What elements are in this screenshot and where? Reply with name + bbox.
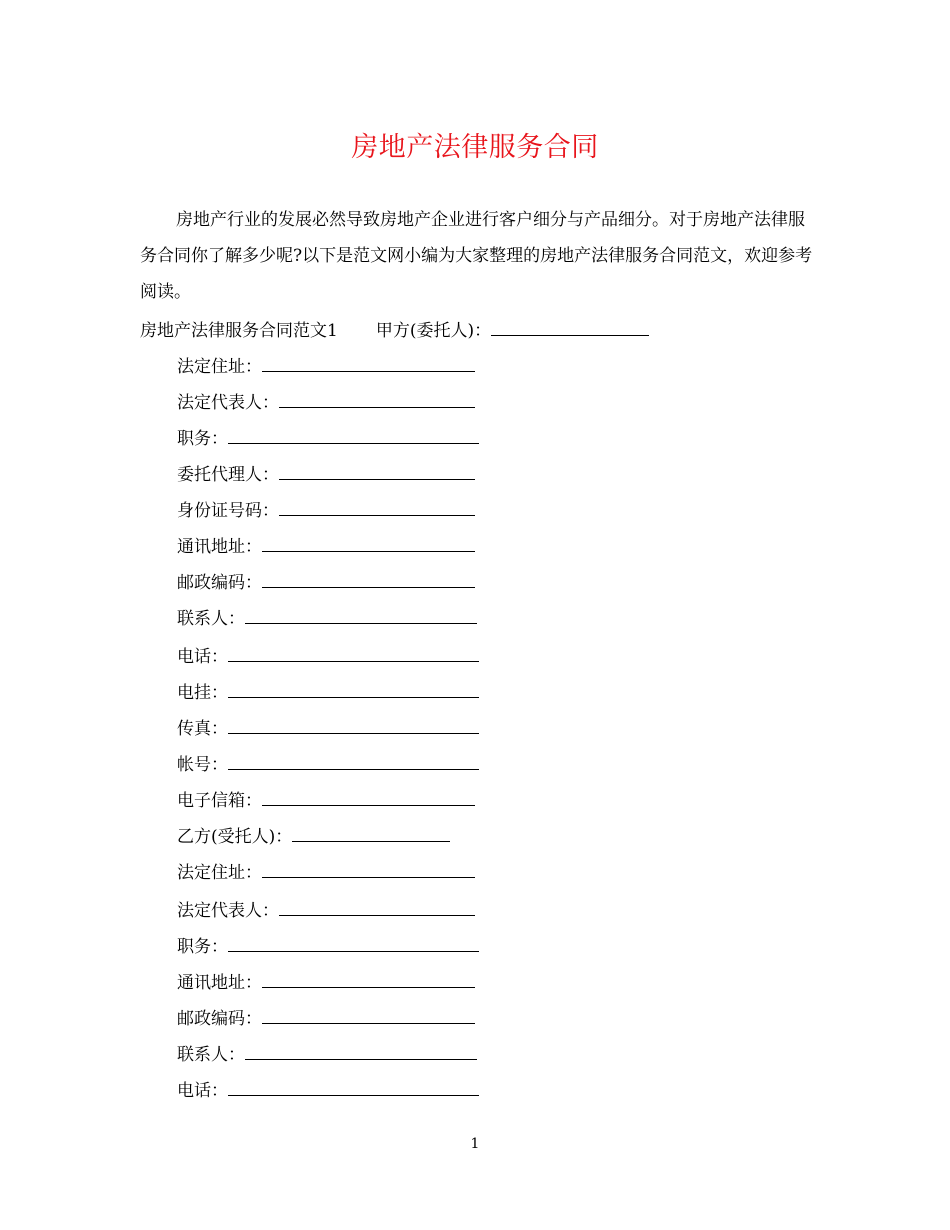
party-b-field-row bbox=[177, 1004, 475, 1034]
party-b-field-row bbox=[177, 932, 479, 962]
party-a-field-row bbox=[177, 678, 479, 708]
field-label: 电话： bbox=[177, 1081, 228, 1101]
party-b-heading-row bbox=[177, 822, 450, 852]
party-a-field-row bbox=[177, 424, 479, 454]
section-heading: 房地产法律服务合同范文1 bbox=[140, 321, 338, 341]
field-blank bbox=[279, 389, 475, 408]
document-title: 房地产法律服务合同 bbox=[351, 132, 599, 163]
field-blank bbox=[262, 569, 475, 588]
party-b-field-row bbox=[177, 968, 475, 998]
party-b-field-row bbox=[177, 896, 475, 926]
field-label: 法定代表人： bbox=[177, 901, 279, 921]
party-a-field-row bbox=[177, 352, 475, 382]
party-a-field-row bbox=[177, 388, 475, 418]
party-b-field-row bbox=[177, 1076, 479, 1106]
party-a-blank bbox=[491, 317, 649, 336]
field-blank bbox=[279, 497, 475, 516]
party-a-field-row bbox=[177, 496, 475, 526]
field-label: 电子信箱： bbox=[177, 791, 262, 811]
field-blank bbox=[279, 461, 475, 480]
party-a-field-row bbox=[177, 568, 475, 598]
party-a-field-row bbox=[177, 642, 479, 672]
field-label: 职务： bbox=[177, 937, 228, 957]
field-label: 法定住址： bbox=[177, 357, 262, 377]
party-a-label: 甲方(委托人)： bbox=[375, 321, 492, 341]
field-label: 身份证号码： bbox=[177, 501, 279, 521]
field-label: 委托代理人： bbox=[177, 465, 279, 485]
intro-text: 房地产行业的发展必然导致房地产企业进行客户细分与产品细分。对于房地产法律服务合同你了解多少呢?以下是范文网小编为大家整理的房地产法律服务合同范文，欢迎参考阅读。 bbox=[140, 210, 813, 302]
intro-paragraph bbox=[140, 202, 820, 310]
field-blank bbox=[279, 897, 475, 916]
field-label: 联系人： bbox=[177, 609, 245, 629]
field-label: 法定住址： bbox=[177, 863, 262, 883]
field-label: 传真： bbox=[177, 719, 228, 739]
field-blank bbox=[228, 751, 479, 770]
contract-heading-line bbox=[140, 316, 649, 346]
page-number: 1 bbox=[470, 1136, 480, 1152]
party-b-label: 乙方(受托人)： bbox=[177, 827, 293, 847]
field-label: 电话： bbox=[177, 647, 228, 667]
field-label: 法定代表人： bbox=[177, 393, 279, 413]
field-blank bbox=[245, 1041, 477, 1060]
party-a-field-row bbox=[177, 460, 475, 490]
field-label: 通讯地址： bbox=[177, 973, 262, 993]
field-blank bbox=[262, 787, 475, 806]
field-label: 邮政编码： bbox=[177, 1009, 262, 1029]
field-blank bbox=[228, 643, 479, 662]
field-blank bbox=[262, 353, 475, 372]
field-label: 邮政编码： bbox=[177, 573, 262, 593]
field-label: 电挂： bbox=[177, 683, 228, 703]
field-blank bbox=[262, 1005, 475, 1024]
field-blank bbox=[228, 933, 479, 952]
party-a-field-row bbox=[177, 786, 475, 816]
party-a-field-row bbox=[177, 532, 475, 562]
field-blank bbox=[228, 715, 479, 734]
party-a-field-row bbox=[177, 750, 479, 780]
field-blank bbox=[228, 425, 479, 444]
field-label: 联系人： bbox=[177, 1045, 245, 1065]
field-blank bbox=[228, 1077, 479, 1096]
field-blank bbox=[262, 533, 475, 552]
party-a-field-row bbox=[177, 604, 477, 634]
field-blank bbox=[262, 969, 475, 988]
party-a-field-row bbox=[177, 714, 479, 744]
field-label: 通讯地址： bbox=[177, 537, 262, 557]
party-b-field-row bbox=[177, 858, 475, 888]
party-b-blank bbox=[292, 823, 450, 842]
field-label: 职务： bbox=[177, 429, 228, 449]
field-blank bbox=[262, 859, 475, 878]
field-label: 帐号： bbox=[177, 755, 228, 775]
field-blank bbox=[245, 605, 477, 624]
party-b-field-row bbox=[177, 1040, 477, 1070]
field-blank bbox=[228, 679, 479, 698]
